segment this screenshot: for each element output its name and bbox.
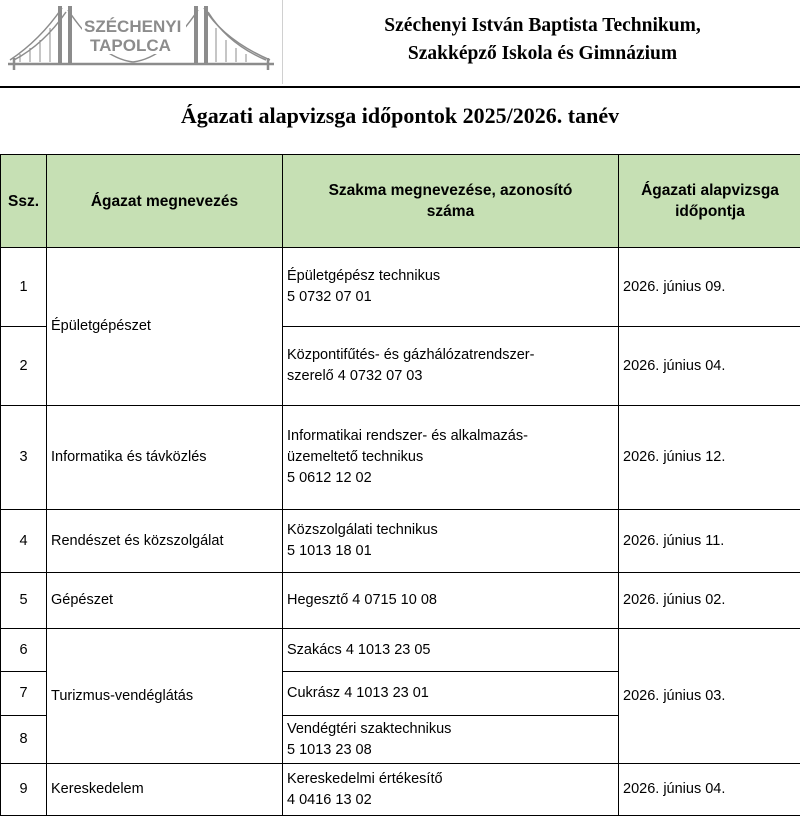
document-header bbox=[0, 0, 800, 84]
row-number: 7 bbox=[1, 672, 47, 716]
row-number: 9 bbox=[1, 764, 47, 816]
qualification-cell: Épületgépész technikus 5 0732 07 01 bbox=[283, 248, 619, 327]
column-header-agazat: Ágazat megnevezés bbox=[47, 155, 283, 248]
table-row bbox=[1, 573, 800, 629]
exam-schedule-table bbox=[0, 154, 800, 816]
qualification-cell: Hegesztő 4 0715 10 08 bbox=[283, 573, 619, 629]
logo-text-line1: SZÉCHENYI bbox=[84, 17, 182, 36]
header-divider bbox=[282, 0, 283, 84]
table-row bbox=[1, 764, 800, 816]
table-row bbox=[1, 510, 800, 573]
exam-date-cell: 2026. június 04. bbox=[619, 764, 800, 816]
qualification-cell: Központifűtés- és gázhálózatrendszer- szerelő 4 0732 07 03 bbox=[283, 327, 619, 406]
school-name-line1: Széchenyi István Baptista Technikum, bbox=[384, 15, 701, 36]
school-logo bbox=[0, 0, 282, 84]
school-name-line2: Szakképző Iskola és Gimnázium bbox=[407, 43, 678, 64]
qualification-cell: Közszolgálati technikus 5 1013 18 01 bbox=[283, 510, 619, 573]
sector-cell: Rendészet és közszolgálat bbox=[47, 510, 283, 573]
table-row bbox=[1, 248, 800, 327]
exam-date-cell: 2026. június 11. bbox=[619, 510, 800, 573]
page-title: Ágazati alapvizsga időpontok 2025/2026. tanév bbox=[180, 103, 620, 128]
row-number: 3 bbox=[1, 406, 47, 510]
row-number: 6 bbox=[1, 629, 47, 672]
sector-cell: Épületgépészet bbox=[47, 248, 283, 406]
exam-date-cell: 2026. június 12. bbox=[619, 406, 800, 510]
row-number: 8 bbox=[1, 716, 47, 764]
exam-date-cell: 2026. június 09. bbox=[619, 248, 800, 327]
column-header-ssz: Ssz. bbox=[1, 155, 47, 248]
qualification-cell: Szakács 4 1013 23 05 bbox=[283, 629, 619, 672]
exam-date-cell: 2026. június 02. bbox=[619, 573, 800, 629]
logo-text-line2: TAPOLCA bbox=[90, 36, 171, 55]
exam-date-cell: 2026. június 04. bbox=[619, 327, 800, 406]
sector-cell: Gépészet bbox=[47, 573, 283, 629]
row-number: 4 bbox=[1, 510, 47, 573]
row-number: 2 bbox=[1, 327, 47, 406]
sector-cell: Informatika és távközlés bbox=[47, 406, 283, 510]
school-name bbox=[290, 12, 795, 68]
table-row bbox=[1, 406, 800, 510]
table-row bbox=[1, 629, 800, 672]
sector-cell: Kereskedelem bbox=[47, 764, 283, 816]
row-number: 5 bbox=[1, 573, 47, 629]
column-header-szakma: Szakma megnevezése, azonosító száma bbox=[283, 155, 619, 248]
qualification-cell: Vendégtéri szaktechnikus 5 1013 23 08 bbox=[283, 716, 619, 764]
exam-date-cell: 2026. június 03. bbox=[619, 629, 800, 764]
header-rule bbox=[0, 86, 800, 88]
table-header-row bbox=[1, 155, 800, 248]
qualification-cell: Cukrász 4 1013 23 01 bbox=[283, 672, 619, 716]
row-number: 1 bbox=[1, 248, 47, 327]
sector-cell: Turizmus-vendéglátás bbox=[47, 629, 283, 764]
column-header-idopont: Ágazati alapvizsga időpontja bbox=[619, 155, 800, 248]
qualification-cell: Kereskedelmi értékesítő 4 0416 13 02 bbox=[283, 764, 619, 816]
qualification-cell: Informatikai rendszer- és alkalmazás- üzemeltető technikus 5 0612 12 02 bbox=[283, 406, 619, 510]
